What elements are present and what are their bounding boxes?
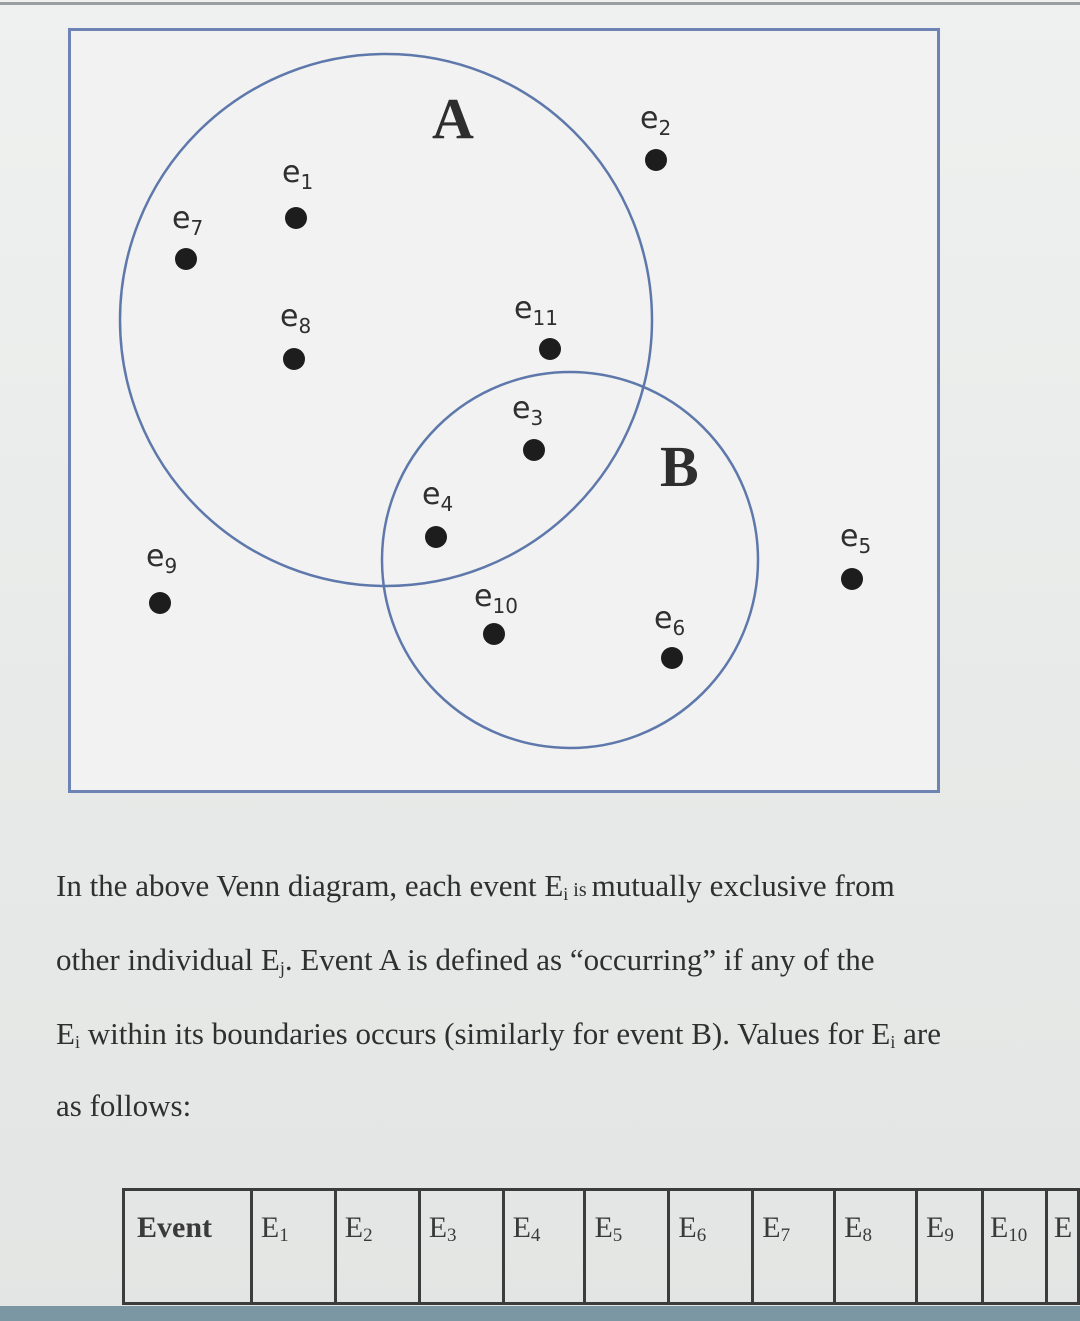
event-label-e11: $e_{11}$ [514, 291, 558, 330]
line2-text-a: other individual E [56, 942, 280, 977]
table-cell-e9: $E_9$ [917, 1190, 983, 1304]
set-a-circle [120, 54, 652, 586]
set-a-label: A [432, 86, 474, 151]
event-dot-e4 [425, 526, 447, 548]
bottom-band [0, 1306, 1080, 1321]
table-row [124, 1190, 1079, 1304]
event-dot-e9 [149, 592, 171, 614]
event-dot-e5 [841, 568, 863, 590]
paragraph-line-2 [56, 942, 1076, 986]
event-label-e2: $e_2$ [640, 101, 672, 140]
line1-small-text: is [568, 879, 592, 901]
table-cell-e11-partial: E [1046, 1190, 1078, 1304]
event-dot-e6 [661, 647, 683, 669]
event-label-e8: $e_8$ [280, 299, 312, 338]
table-cell-e2: $E_2$ [335, 1190, 419, 1304]
event-dot-e7 [175, 248, 197, 270]
event-dot-e10 [483, 623, 505, 645]
line3-subscript: i [74, 1032, 80, 1052]
table-header-event: Event [124, 1190, 252, 1304]
event-dot-e8 [283, 348, 305, 370]
line1-subscript: i [563, 884, 569, 904]
paragraph-line-1 [56, 868, 1076, 912]
event-label-e3: $e_3$ [512, 391, 544, 430]
event-label-e6: $e_6$ [654, 601, 686, 640]
line1-text-b: mutually exclusive from [591, 868, 895, 903]
table-cell-e5: $E_5$ [585, 1190, 669, 1304]
paragraph-line-3 [56, 1016, 1076, 1060]
event-label-e4: $e_4$ [422, 477, 454, 516]
line3-text-a: E [56, 1016, 75, 1051]
table-cell-e10: $E_{10}$ [982, 1190, 1046, 1304]
table-cell-e4: $E_4$ [503, 1190, 585, 1304]
event-dot-e3 [523, 439, 545, 461]
line2-subscript: j [279, 958, 285, 978]
line1-text-a: In the above Venn diagram, each event E [56, 868, 564, 903]
line2-text-b: . Event A is defined as “occurring” if any of the [284, 942, 875, 977]
event-points [146, 101, 871, 669]
table-cell-e6: $E_6$ [669, 1190, 753, 1304]
paragraph-line-4: as follows: [56, 1088, 192, 1123]
event-label-e7: $e_7$ [172, 201, 204, 240]
line3-subscript-2: i [890, 1032, 896, 1052]
event-dot-e1 [285, 207, 307, 229]
table-cell-e7: $E_7$ [753, 1190, 835, 1304]
event-label-e1: $e_1$ [282, 155, 314, 194]
event-dot-e11 [539, 338, 561, 360]
event-dot-e2 [645, 149, 667, 171]
set-b-circle [382, 372, 758, 748]
event-label-e5: $e_5$ [840, 519, 872, 558]
event-values-table [122, 1188, 1080, 1305]
line3-text-b: within its boundaries occurs (similarly for event B). Values for E [79, 1016, 891, 1051]
event-label-e9: $e_9$ [146, 539, 178, 578]
table-cell-e3: $E_3$ [419, 1190, 503, 1304]
event-label-e10: $e_{10}$ [474, 579, 518, 618]
table-cell-e8: $E_8$ [835, 1190, 917, 1304]
set-b-label: B [660, 434, 699, 499]
table-cell-e1: $E_1$ [251, 1190, 335, 1304]
line3-text-c: are [895, 1016, 941, 1051]
